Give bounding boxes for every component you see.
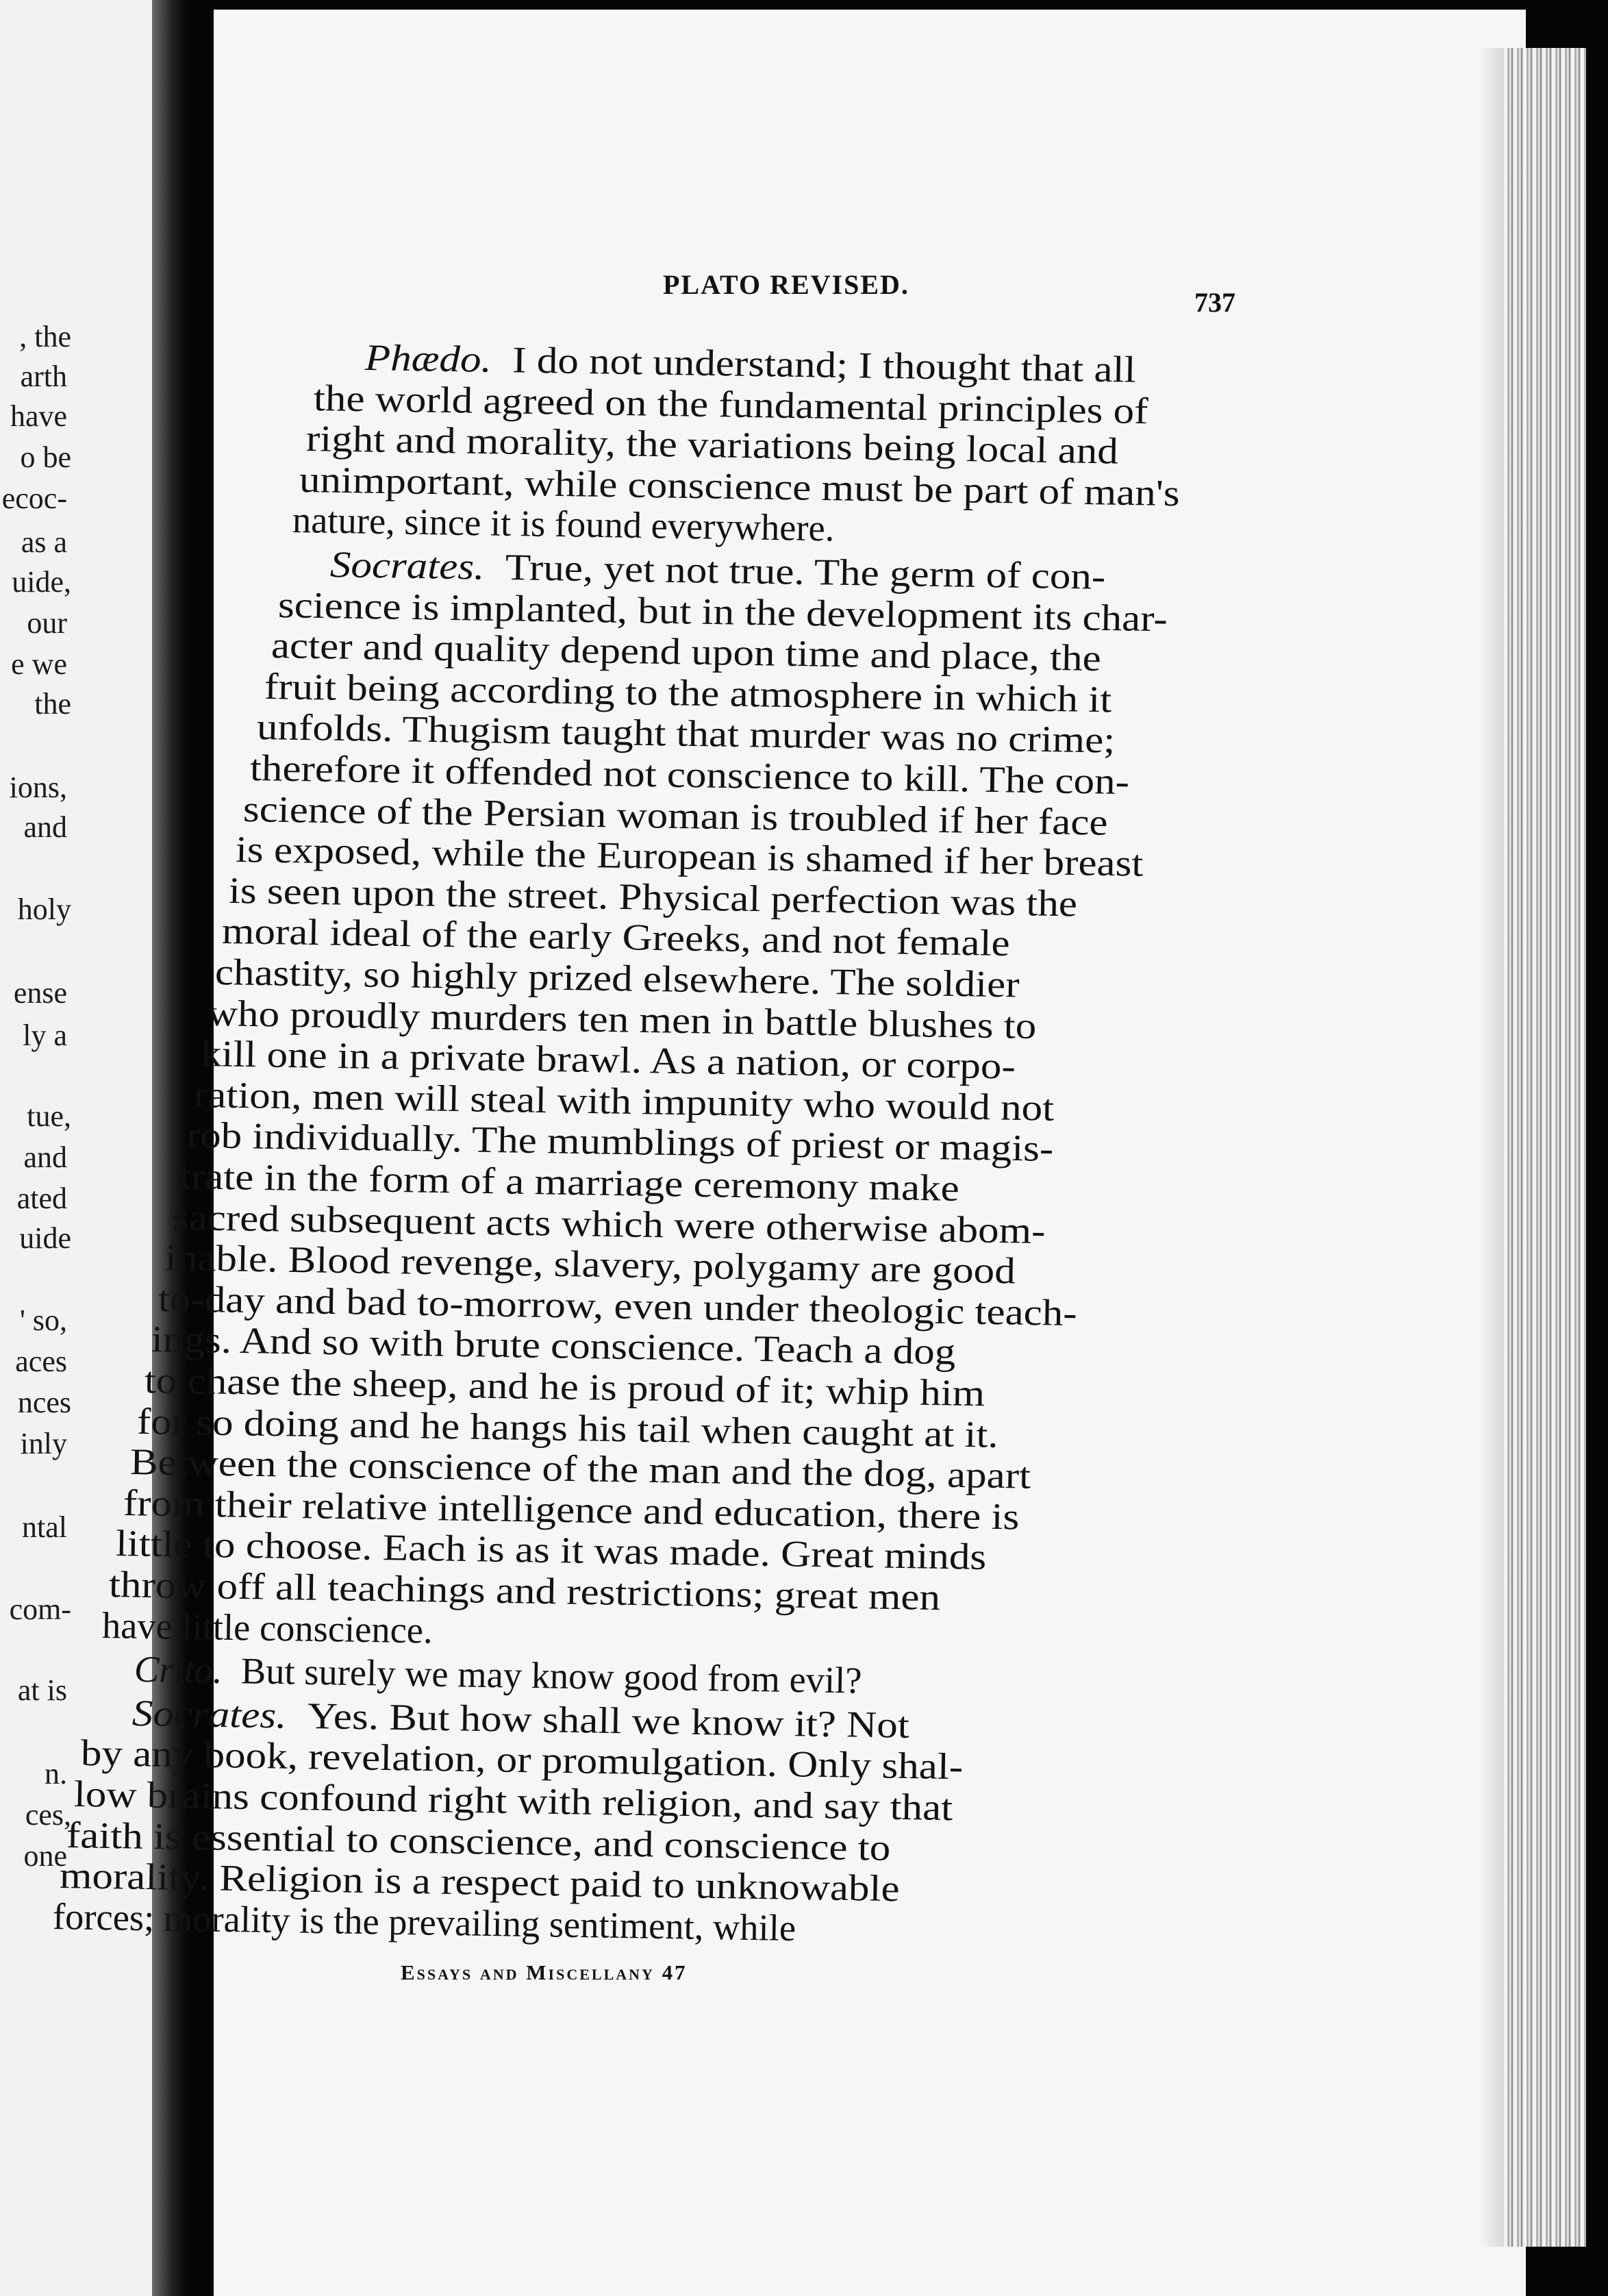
line-text: from their relative intelligence and education, there is	[123, 1481, 1020, 1538]
line-text: chastity, so highly prized elsewhere. The soldier	[214, 951, 1020, 1006]
line-text: acter and quality depend upon time and place, the	[271, 624, 1102, 679]
previous-page-fragment: ces,	[25, 1798, 71, 1832]
previous-page-fragment: uide	[19, 1221, 71, 1255]
line-text: science is implanted, but in the development its char-	[277, 583, 1168, 639]
text-line	[95, 1650, 862, 1699]
line-text: kill one in a private brawl. As a nation, or corpo-	[200, 1032, 1016, 1087]
line-text: unfolds. Thugism taught that murder was no crime;	[256, 706, 1116, 762]
line-text: fruit being according to the atmosphere in which it	[264, 664, 1112, 721]
line-text: moral ideal of the early Greeks, and not female	[221, 910, 1010, 964]
line-text: I do not understand; I thought that all	[512, 338, 1137, 390]
speaker-name: Crito.	[134, 1648, 223, 1692]
page-number: 737	[1194, 287, 1235, 318]
previous-page-fragment: ly a	[23, 1019, 67, 1052]
line-text: therefore it offended not conscience to kill. The con-	[249, 747, 1130, 803]
line-text: low brains confound right with religion, and say that	[73, 1773, 953, 1829]
previous-page-fragment: ions,	[9, 771, 67, 804]
previous-page-fragment: one	[23, 1839, 67, 1873]
line-text: throw off all teachings and restrictions; great men	[108, 1563, 941, 1619]
line-text: the world agreed on the fundamental principles of	[313, 376, 1148, 432]
line-text: little to choose. Each is as it was made. Great minds	[115, 1522, 987, 1578]
line-text: by any book, revelation, or promulgation. Only shal-	[80, 1732, 964, 1788]
line-text: Between the conscience of the man and the dog, apart	[129, 1440, 1031, 1497]
line-text: who proudly murders ten men in battle blushes to	[207, 991, 1037, 1047]
previous-page-fragment: ated	[16, 1182, 67, 1215]
text-line	[101, 1604, 433, 1651]
previous-page-fragment: ecoc-	[1, 482, 67, 515]
previous-page-fragment: and	[23, 810, 67, 844]
line-text: Yes. But how shall we know it? Not	[307, 1694, 910, 1746]
running-head: PLATO REVISED.	[663, 269, 909, 300]
line-text: to-day and bad to-morrow, even under theologic teach-	[158, 1277, 1078, 1334]
speaker-name: Socrates.	[131, 1691, 287, 1736]
line-text: rob individually. The mumblings of priest or magis-	[186, 1114, 1055, 1170]
line-text: is seen upon the street. Physical perfection was the	[228, 869, 1078, 925]
line-text: faith is essential to conscience, and conscience to	[66, 1813, 891, 1869]
previous-page-fragment: ense	[13, 976, 67, 1010]
previous-page-fragment: at is	[17, 1673, 67, 1707]
line-text: trate in the form of a marriage ceremony make	[179, 1155, 960, 1209]
line-text: ration, men will steal with impunity who would not	[193, 1073, 1055, 1129]
line-text: True, yet not true. The germ of con-	[504, 546, 1106, 597]
line-text: nature, since it is found everywhere.	[292, 499, 835, 549]
previous-page-fragment: ntal	[22, 1510, 67, 1544]
line-text: is exposed, while the European is shamed if her breast	[235, 828, 1144, 885]
previous-page-fragment: and	[23, 1140, 67, 1174]
previous-page-fragment: ' so,	[19, 1303, 67, 1337]
previous-page-fragment: have	[10, 399, 67, 433]
previous-page-fragment: inly	[20, 1427, 67, 1460]
line-text: sacred subsequent acts which were otherwise abom-	[172, 1195, 1046, 1251]
line-text: have little conscience.	[101, 1604, 433, 1651]
previous-page-fragment: com-	[9, 1593, 71, 1626]
line-text: forces; morality is the prevailing sentiment, while	[52, 1895, 796, 1949]
speaker-name: Phædo.	[364, 336, 492, 380]
previous-page-fragment: arth	[20, 360, 67, 393]
line-text: morality. Religion is a respect paid to unknowable	[59, 1854, 900, 1910]
previous-page-fragment: aces	[15, 1345, 67, 1378]
previous-page-fragment: our	[27, 606, 67, 640]
line-text: ings. And so with brute conscience. Teach a dog	[151, 1318, 956, 1373]
text-line	[292, 501, 834, 547]
previous-page-fragment: the	[34, 687, 71, 721]
previous-page-fragment: nces	[17, 1386, 71, 1419]
speaker-name: Socrates.	[329, 543, 485, 588]
previous-page-fragment: n.	[45, 1757, 67, 1790]
line-text: unimportant, while conscience must be part of man's	[299, 458, 1181, 514]
previous-page-fragment: as a	[21, 525, 67, 559]
line-text: for so doing and he hangs his tail when caught at it.	[136, 1399, 999, 1456]
text-line	[52, 1895, 796, 1949]
previous-page-fragment: e we	[11, 647, 67, 681]
previous-page-fragment: holy	[17, 893, 71, 926]
line-text: to chase the sheep, and he is proud of it; whip him	[144, 1359, 985, 1414]
previous-page-fragment: o be	[20, 440, 71, 474]
previous-page-fragment: , the	[19, 320, 71, 353]
signature-mark: Essays and Miscellany 47	[401, 1960, 688, 1984]
line-text: right and morality, the variations being local and	[305, 417, 1119, 472]
previous-page-fragment: uide,	[12, 565, 71, 599]
line-text: inable. Blood revenge, slavery, polygamy are good	[164, 1236, 1016, 1292]
line-text: science of the Persian woman is troubled if her face	[242, 787, 1108, 843]
previous-page-fragment: tue,	[27, 1099, 71, 1133]
line-text: But surely we may know good from evil?	[240, 1649, 863, 1701]
